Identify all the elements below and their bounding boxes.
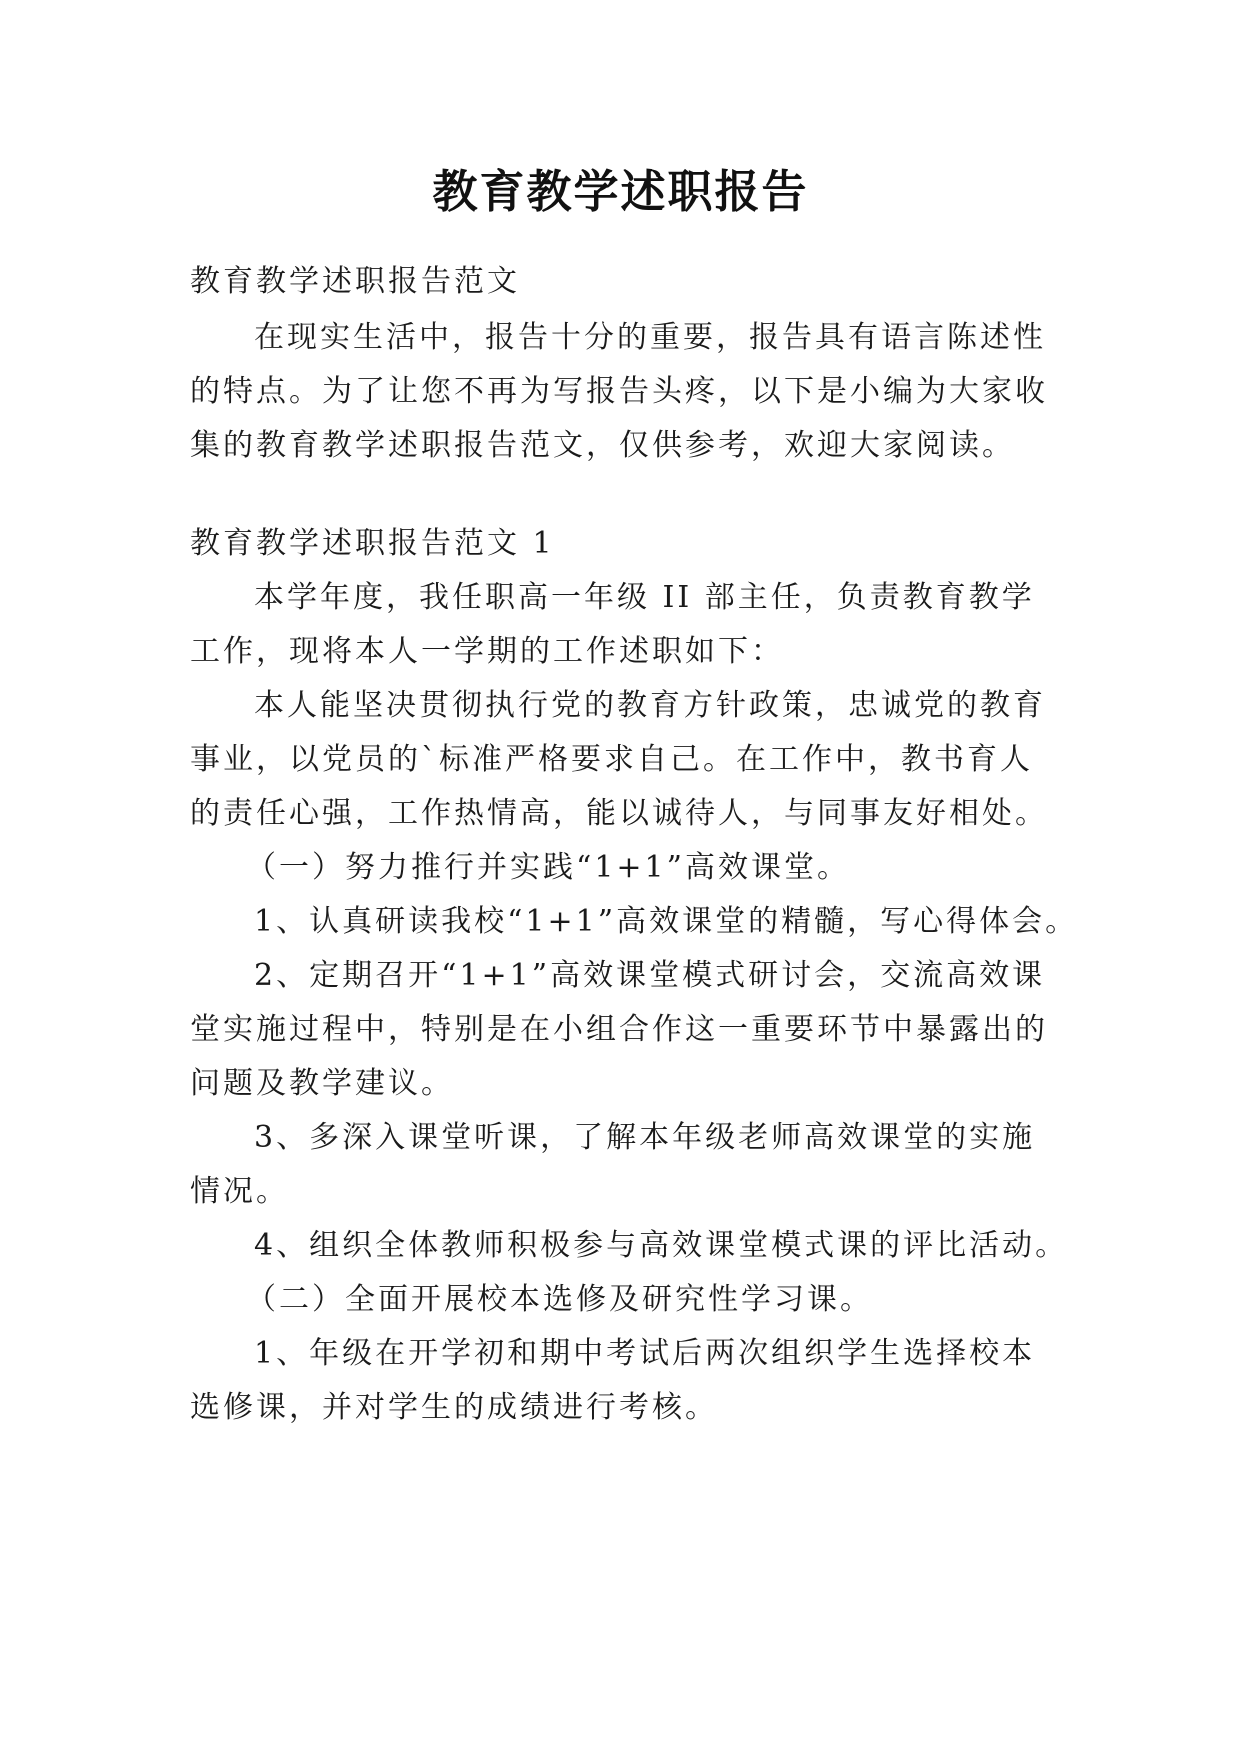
list-item: 1、认真研读我校“1+1”高效课堂的精髓，写心得体会。 — [254, 904, 1079, 939]
list-item: 3、多深入课堂听课，了解本年级老师高效课堂的实施 — [254, 1120, 1036, 1155]
section-heading-1: 教育教学述职报告范文 1 — [190, 526, 555, 561]
paragraph-line: 工作，现将本人一学期的工作述职如下： — [190, 634, 784, 669]
section-heading-intro: 教育教学述职报告范文 — [190, 264, 520, 299]
paragraph-line: 的特点。为了让您不再为写报告头疼，以下是小编为大家收 — [190, 374, 1048, 409]
paragraph-line: 本人能坚决贯彻执行党的教育方针政策，忠诚党的教育 — [254, 688, 1046, 723]
document-title: 教育教学述职报告 — [432, 165, 809, 218]
subsection-heading-1: （一）努力推行并实践“1+1”高效课堂。 — [246, 850, 850, 885]
paragraph-line: 本学年度，我任职高一年级 II 部主任，负责教育教学 — [254, 580, 1035, 615]
subsection-heading-2: （二）全面开展校本选修及研究性学习课。 — [246, 1282, 873, 1317]
paragraph-line: 选修课，并对学生的成绩进行考核。 — [190, 1390, 718, 1425]
list-item: 2、定期召开“1+1”高效课堂模式研讨会，交流高效课 — [254, 958, 1046, 993]
paragraph-line: 集的教育教学述职报告范文，仅供参考，欢迎大家阅读。 — [190, 428, 1015, 463]
paragraph-line: 在现实生活中，报告十分的重要，报告具有语言陈述性 — [254, 320, 1046, 355]
paragraph-line: 问题及教学建议。 — [190, 1066, 454, 1101]
list-item: 1、年级在开学初和期中考试后两次组织学生选择校本 — [254, 1336, 1036, 1371]
paragraph-line: 事业，以党员的`标准严格要求自己。在工作中，教书育人 — [190, 742, 1033, 777]
list-item: 4、组织全体教师积极参与高效课堂模式课的评比活动。 — [254, 1228, 1069, 1263]
paragraph-line: 情况。 — [190, 1174, 289, 1209]
paragraph-line: 堂实施过程中，特别是在小组合作这一重要环节中暴露出的 — [190, 1012, 1048, 1047]
paragraph-line: 的责任心强，工作热情高，能以诚待人，与同事友好相处。 — [190, 796, 1048, 831]
